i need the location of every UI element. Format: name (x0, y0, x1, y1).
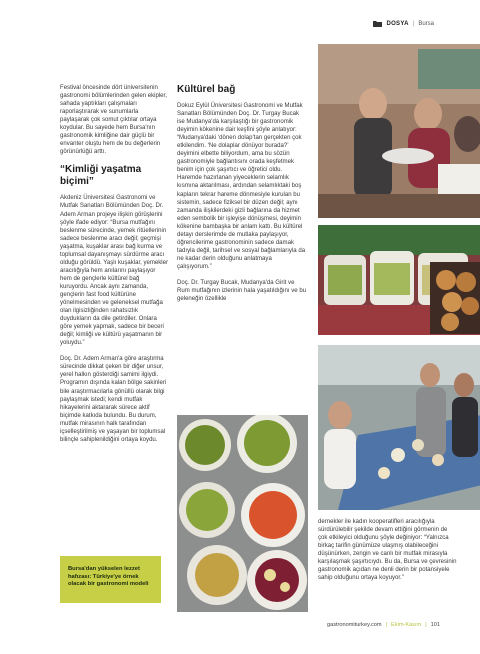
women-serving-food-photo (318, 44, 480, 218)
page-number: 101 (430, 622, 440, 628)
footer-separator: | (385, 622, 388, 628)
column-right (318, 518, 458, 590)
page-header (373, 20, 434, 27)
subheading: Kültürel bağ (177, 84, 236, 95)
subheading: “Kimliği yaşatma biçimi” (60, 164, 142, 188)
footer-separator: | (425, 622, 427, 628)
paragraph: dernekler ile kadın kooperatifleri aracılığıyla sürdürülebilir şekilde devam ettiğini görmenin de çok etkileyici olduğunu şöyle değiniyor: “Yalnızca birkaç tarifin günümüze ulaşmış olabileceğini düşünürken, zengin ve canlı bir mutfak mirasıyla karşılaşmak şaşırtıcıydı. Bu da, Bursa ve çevresinin gastronomik açıdan ne denli derin bir potansiyele sahip olduğunu ortaya koyuyor.” (318, 519, 457, 582)
column-middle (177, 84, 307, 311)
section-label: DOSYA (386, 20, 409, 27)
paragraph: Akdeniz Üniversitesi Gastronomi ve Mutfak Sanatları Bölümünden Doç. Dr. Adem Arman projeye ilişkin görüşlerini şöyle ifade ediyor: “Bursa mutfağını beslenme sürecinde, yemek ritüellerinin sadece beslenme aracı değil; geçmişi yaşatma, kuşaklar arası bağ kurma ve toplumsal dayanışmayı sürdürme aracı olduğu görüldü. Yaşlı kuşaklar, yemekler aracılığıyla hem anılarını paylaşıyor hem de gençlerle kültürel bağ kuruyordu. Ancak aynı zamanda, gençlerin fast food kültürüne yönelmesinden ve geleneksel mutfağa olan ilgisizliğinden rahatsızlık duydukların da dile getirdiler. Onlara göre yemek yapmak, sadece bir beceri değil; kimliği ve kültürü yaşatmanın bir yoluydu.” (60, 195, 169, 347)
paragraph: Doç. Dr. Adem Arman'a göre araştırma sürecinde dikkat çeken bir diğer unsur, yerel halkın gösterdiği samimi ilgiydi. Programın dışında kalan bölge sakinleri bile araştırmacılarla gönüllü olarak bilgi paylaşmak istedi; kendi mutfak hikayelerini aktararak sürece aktif biçimde katkıda bulundu. Bu durum, mutfak mirasının halk tarafından içselleştirilmiş ve yaşayan bir toplumsal bilinçle sahiplenildiğini ortaya koydu. (60, 356, 167, 443)
paragraph: Dokuz Eylül Üniversitesi Gastronomi ve Mutfak Sanatları Bölümünden Doç. Dr. Turgay Bucak ise Mudanya'da karşılaştığı bir gastronomik deyimin kökenine dair keşfini şöyle anlatıyor: “Mudanya'daki ‘dönen dolap’tan gerçekten çok etkilendim. ‘Ne dolaplar dönüyor burada?’ deyimini elbette biliyordum, ama bu sözün gastronomiyle bağlantısını orada keşfetmek benim için çok şaşırtıcı ve öğretici oldu. Haremde hazırlanan yiyeceklerin selamlık kısmına aktarılması, ardından selamlıktaki boş kapların tekrar hareme dönmesiyle kurulan bu sistemin, sadece fiziksel bir düzen değil; aynı zamanda ilişkilerdeki gizli bağlarına da hizmet eden sembolik bir işleyişe dönüşmesi, deyimin kökenine bambaşka bir anlam kattı. Bu kültürel detayı derslerimde de mutlaka paylaşıyor, öğrencilerime gastronominin sadece damak tadıyla değil, tarihsel ve sosyal bağlamlarıyla da ne kadar derin olduğunu anlatmaya çalışıyorum.” (177, 103, 306, 270)
paragraph: Festival öncesinde dört üniversitenin gastronomi bölümlerinden gelen ekipler, sahada yaptıkları çalışmaları raporlaştırarak ve sunumlarla paylaşarak çok somut çıktılar ortaya koydular. Bu sayede hem Bursa'nın gastronomik kimliğine dair güçlü bir envanter oluştu hem de bu değerlerin görünürlüğü arttı. (60, 85, 167, 156)
folder-icon (373, 20, 382, 27)
people-at-table-photo (318, 345, 480, 510)
paragraph: Doç. Dr. Turgay Bucak, Mudanya'da Girit ve Rum mutfağının izlerinin hala yaşatıldığını ve bu geleneğin özellikle (177, 279, 307, 303)
highlight-text: Bursa'dan yükselen lezzet hafızası: Türkiye'ye örnek olacak bir gastronomi modeli (68, 566, 149, 588)
footer-site: gastronomiturkey.com (326, 622, 382, 628)
pastries-plate-photo (430, 262, 480, 334)
column-left (60, 84, 168, 452)
pickle-plates-photo (177, 415, 308, 612)
highlight-box (60, 556, 161, 603)
page-footer (327, 622, 440, 628)
city-label: Bursa (418, 20, 434, 27)
header-separator: | (412, 20, 415, 27)
footer-issue: Ekim-Kasım (391, 622, 422, 628)
